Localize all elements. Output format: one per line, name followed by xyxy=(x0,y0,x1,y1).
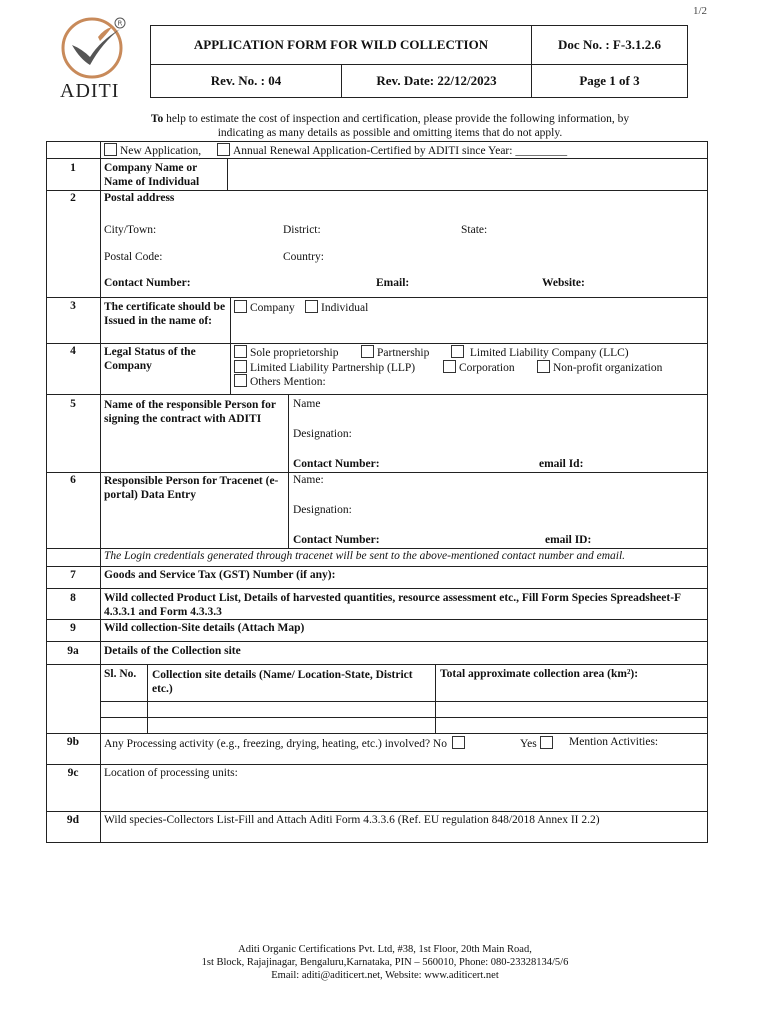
individual-option-label: Individual xyxy=(321,302,369,314)
llp-checkbox[interactable] xyxy=(234,360,247,373)
signatory-contact-label[interactable]: Contact Number: xyxy=(293,458,380,470)
intro-text xyxy=(100,112,680,140)
sole-proprietorship-checkbox[interactable] xyxy=(234,345,247,358)
new-application-checkbox[interactable] xyxy=(104,143,117,156)
row-number-6: 6 xyxy=(70,474,76,486)
tracenet-designation-label[interactable]: Designation: xyxy=(293,504,352,516)
row-number-8: 8 xyxy=(70,592,76,604)
certificate-name-label: The certificate should be Issued in the name of: xyxy=(104,301,226,327)
collectors-list-label: Wild species-Collectors List-Fill and Attach Aditi Form 4.3.3.6 (Ref. EU regulation 848/2018 Annex II 2.2) xyxy=(104,814,600,826)
signatory-name-label[interactable]: Name xyxy=(293,398,321,410)
tracenet-email-label[interactable]: email ID: xyxy=(545,534,592,546)
company-name-label: Company Name or Name of Individual xyxy=(104,162,200,188)
individual-checkbox[interactable] xyxy=(305,300,318,313)
login-note: The Login credentials generated through tracenet will be sent to the above-mentioned contact number and email. xyxy=(104,550,626,562)
company-checkbox[interactable] xyxy=(234,300,247,313)
mention-activities-label[interactable]: Mention Activities: xyxy=(569,736,659,748)
others-option[interactable] xyxy=(234,374,326,388)
responsible-person-label: Name of the responsible Person for signing the contract with ADITI xyxy=(104,399,276,425)
renewal-label: Annual Renewal Application-Certified by ADITI since Year: _________ xyxy=(233,145,568,157)
individual-option[interactable] xyxy=(305,300,368,314)
partnership-checkbox[interactable] xyxy=(361,345,374,358)
row-number-9c: 9c xyxy=(67,767,79,779)
page-count: Page 1 of 3 xyxy=(532,65,688,98)
partnership-label: Partnership xyxy=(377,347,430,359)
processing-yes-label: Yes xyxy=(520,738,537,750)
others-label: Others Mention: xyxy=(250,376,326,388)
district-label[interactable]: District: xyxy=(283,224,321,236)
email-label[interactable]: Email: xyxy=(376,277,410,289)
new-application-option[interactable] xyxy=(104,143,201,157)
page-number: 1/2 xyxy=(692,5,707,17)
form-title: APPLICATION FORM FOR WILD COLLECTION xyxy=(151,26,532,65)
collection-site-details-header: Collection site details (Name/ Location-State, District etc.) xyxy=(152,669,413,695)
footer-address-line1: Aditi Organic Certifications Pvt. Ltd, #38, 1st Floor, 20th Main Road, xyxy=(238,944,532,955)
llp-label: Limited Liability Partnership (LLP) xyxy=(250,362,416,374)
product-list-label: Wild collected Product List, Details of harvested quantities, resource assessment etc., Fill Form Species Spreadsheet-F 4.3.3.1 and Form 4.3.3.3 xyxy=(104,592,681,618)
country-label[interactable]: Country: xyxy=(283,251,324,263)
doc-number: Doc No. : F-3.1.2.6 xyxy=(532,26,688,65)
others-checkbox[interactable] xyxy=(234,374,247,387)
company-option-label: Company xyxy=(250,302,295,314)
processing-activity-option[interactable] xyxy=(104,736,468,750)
row-number-7: 7 xyxy=(70,569,76,581)
tracenet-contact-label[interactable]: Contact Number: xyxy=(293,534,380,546)
gst-label[interactable]: Goods and Service Tax (GST) Number (if any): xyxy=(104,569,336,581)
new-application-label: New Application, xyxy=(120,145,202,157)
row-number-9a: 9a xyxy=(67,645,79,657)
llc-checkbox[interactable] xyxy=(451,345,464,358)
row-number-2: 2 xyxy=(70,192,76,204)
partnership-option[interactable] xyxy=(361,345,429,359)
revision-date: Rev. Date: 22/12/2023 xyxy=(342,65,532,98)
revision-number: Rev. No. : 04 xyxy=(151,65,342,98)
row-number-5: 5 xyxy=(70,398,76,410)
footer-contact-line: Email: aditi@aditicert.net, Website: www.aditicert.net xyxy=(271,970,499,981)
signatory-designation-label[interactable]: Designation: xyxy=(293,428,352,440)
postal-code-label[interactable]: Postal Code: xyxy=(104,251,163,263)
footer xyxy=(0,943,770,982)
row-number-1: 1 xyxy=(70,162,76,174)
row-number-9d: 9d xyxy=(66,814,80,826)
llc-label: Limited Liability Company (LLC) xyxy=(469,347,629,359)
processing-activity-label: Any Processing activity (e.g., freezing, drying, heating, etc.) involved? No xyxy=(104,738,447,750)
processing-no-checkbox[interactable] xyxy=(452,736,465,749)
row-number-9: 9 xyxy=(70,622,76,634)
signatory-email-label[interactable]: email Id: xyxy=(539,458,584,470)
llp-option[interactable] xyxy=(234,360,415,374)
corporation-label: Corporation xyxy=(459,362,515,374)
intro-line2: indicating as many details as possible and omitting items that do not apply. xyxy=(217,127,563,139)
sole-proprietorship-option[interactable] xyxy=(234,345,338,359)
processing-yes-option[interactable] xyxy=(520,736,556,750)
non-profit-option[interactable] xyxy=(537,360,662,374)
svg-text:R: R xyxy=(117,19,123,28)
collection-area-header: Total approximate collection area (km²): xyxy=(440,668,639,680)
city-label[interactable]: City/Town: xyxy=(104,224,157,236)
tracenet-name-label[interactable]: Name: xyxy=(293,474,324,486)
footer-address-line2: 1st Block, Rajajinagar, Bengaluru,Karnataka, PIN – 560010, Phone: 080-23328134/5/6 xyxy=(201,957,569,968)
company-name-field[interactable] xyxy=(229,160,705,188)
tracenet-person-label: Responsible Person for Tracenet (e-portal) Data Entry xyxy=(104,475,279,501)
website-label[interactable]: Website: xyxy=(542,277,585,289)
site-details-label: Wild collection-Site details (Attach Map) xyxy=(104,622,305,634)
contact-number-label[interactable]: Contact Number: xyxy=(104,277,191,289)
state-label[interactable]: State: xyxy=(461,224,488,236)
intro-line1: help to estimate the cost of inspection and certification, please provide the following information, by xyxy=(163,113,630,125)
processing-yes-checkbox[interactable] xyxy=(540,736,553,749)
row-number-4: 4 xyxy=(70,345,76,357)
row-number-9b: 9b xyxy=(66,736,80,748)
non-profit-label: Non-profit organization xyxy=(553,362,663,374)
logo-text: ADITI xyxy=(60,80,120,102)
intro-lead: To xyxy=(150,113,164,125)
corporation-checkbox[interactable] xyxy=(443,360,456,373)
row-number-3: 3 xyxy=(70,300,76,312)
sl-no-header: Sl. No. xyxy=(104,668,137,680)
renewal-option[interactable] xyxy=(217,143,567,157)
legal-status-label: Legal Status of the Company xyxy=(104,346,196,372)
processing-location-label[interactable]: Location of processing units: xyxy=(104,767,238,779)
corporation-option[interactable] xyxy=(443,360,515,374)
renewal-checkbox[interactable] xyxy=(217,143,230,156)
llc-option[interactable] xyxy=(451,345,629,359)
header-table xyxy=(150,25,688,98)
postal-address-label: Postal address xyxy=(104,192,175,204)
non-profit-checkbox[interactable] xyxy=(537,360,550,373)
sole-proprietorship-label: Sole proprietorship xyxy=(250,347,339,359)
company-option[interactable] xyxy=(234,300,295,314)
collection-site-label: Details of the Collection site xyxy=(104,645,241,657)
